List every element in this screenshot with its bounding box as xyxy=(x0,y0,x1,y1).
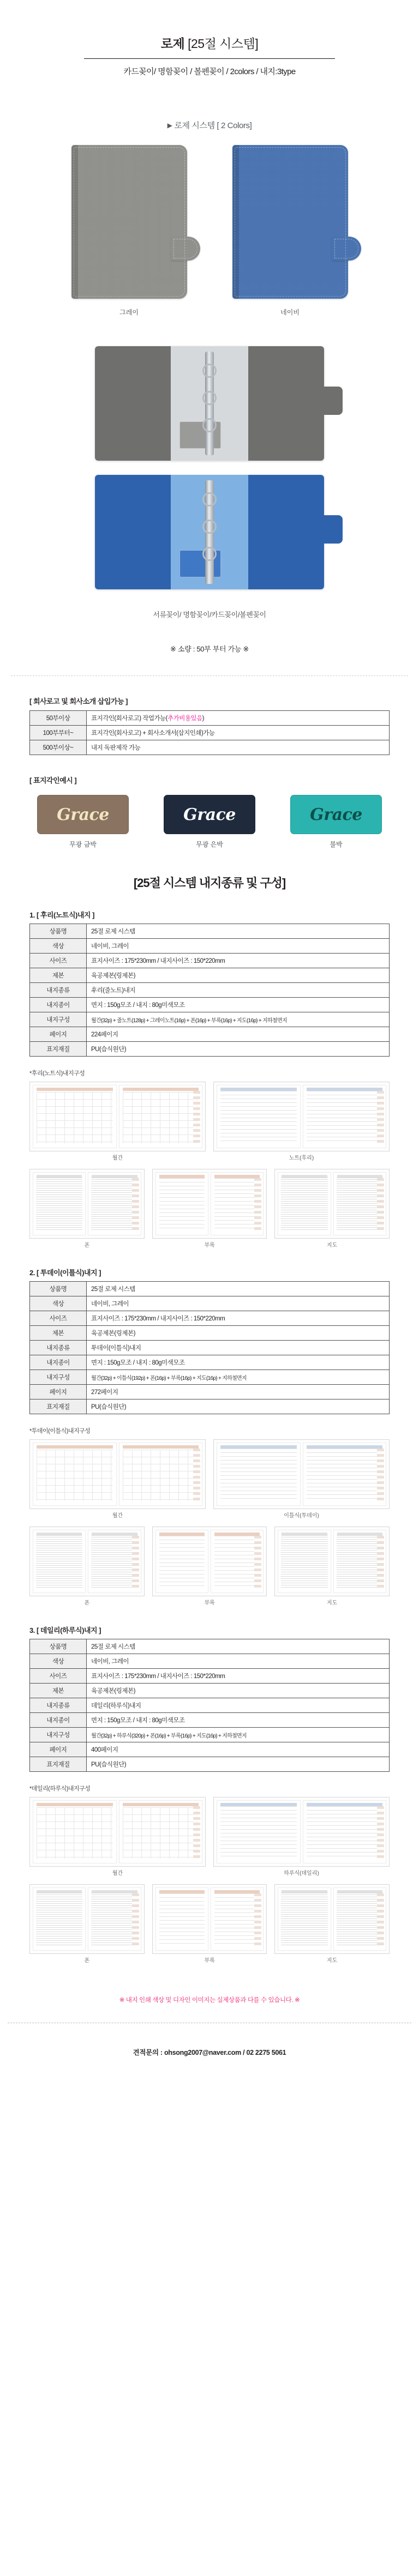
binder-ring xyxy=(202,547,217,561)
spec-label: 내지구성 xyxy=(30,1370,87,1385)
spec-row xyxy=(30,1355,390,1370)
preview-section-caption: *후리(노트식)내지구성 xyxy=(29,1070,85,1077)
preview-page xyxy=(119,1800,203,1863)
stamp-plate: Grace xyxy=(290,795,382,834)
preview-page-tabs xyxy=(377,1536,384,1589)
spec-row xyxy=(30,1698,390,1713)
preview-page-body xyxy=(91,1535,137,1589)
spec-label: 제본 xyxy=(30,1684,87,1698)
preview-row xyxy=(29,1527,390,1606)
cover-item-gray[interactable] xyxy=(62,145,196,317)
preview-page xyxy=(278,1530,331,1593)
preview-page-tabs xyxy=(254,1893,261,1947)
spec-value: 400페이지 xyxy=(87,1742,390,1757)
preview-page-body xyxy=(159,1893,205,1946)
spec-sections xyxy=(0,909,419,1964)
spec-row xyxy=(30,1399,390,1414)
inner-page-preview xyxy=(29,1527,145,1596)
footer-contact: 견적문의 : ohsong2007@naver.com / 02 2275 5061 xyxy=(133,2049,286,2056)
spec-label: 내지종류 xyxy=(30,1698,87,1713)
spec-value: 육공제본(링제본) xyxy=(87,968,390,983)
preview-grid xyxy=(29,1082,390,1248)
spec-value: 표지사이즈 : 175*230mm / 내지사이즈 : 150*220mm xyxy=(87,1311,390,1326)
stamp-label: 무광 은박 xyxy=(196,841,223,848)
spec-row xyxy=(30,998,390,1012)
preview-page-tabs xyxy=(193,1449,200,1502)
spec-label: 내지구성 xyxy=(30,1012,87,1027)
preview-page xyxy=(33,1085,117,1148)
inner-page-preview xyxy=(152,1884,267,1954)
spec-row xyxy=(30,968,390,983)
spec-row xyxy=(30,939,390,954)
spec-row xyxy=(30,1370,390,1385)
logo-option-qty: 100부부터~ xyxy=(30,726,87,740)
spec-section-heading: 3. [ 데일리(하루식)내지 ] xyxy=(29,1626,101,1634)
open-left-panel xyxy=(95,346,171,461)
spec-label: 표지재질 xyxy=(30,1757,87,1772)
spec-value: 25절 로제 시스템 xyxy=(87,924,390,939)
spec-value: 272페이지 xyxy=(87,1385,390,1399)
spec-label: 사이즈 xyxy=(30,1669,87,1684)
preview-row xyxy=(29,1439,390,1519)
spec-label: 표지재질 xyxy=(30,1042,87,1057)
footer-disclaimer: ※ 내지 인쇄 색상 및 디자인 이미지는 실제상품과 다를 수 있습니다. ※ xyxy=(119,1997,300,2004)
minimum-order-note: ※ 소량 : 50부 부터 가능 ※ xyxy=(170,645,249,653)
preview-page-body xyxy=(214,1178,260,1230)
page-title-brand: 로제 xyxy=(160,37,185,51)
preview-label: 월간 xyxy=(112,1155,123,1161)
inner-page-preview xyxy=(29,1884,145,1954)
preview-label: 지도 xyxy=(327,1958,338,1964)
spec-value: 네이비, 그레이 xyxy=(87,1654,390,1669)
spec-section-heading: 2. [ 투데이(이틀식)내지 ] xyxy=(29,1269,101,1277)
binder-ring xyxy=(202,391,217,405)
stamp-examples-heading: [ 표지각인예시 ] xyxy=(29,776,77,785)
preview-page xyxy=(119,1085,203,1148)
cover-label-gray: 그레이 xyxy=(119,309,139,316)
spec-row xyxy=(30,1311,390,1326)
preview-page xyxy=(211,1172,264,1235)
spec-row xyxy=(30,1042,390,1057)
binder-ring xyxy=(202,492,217,506)
preview-page-body xyxy=(337,1177,383,1232)
preview-page-tabs xyxy=(377,1091,384,1144)
cover-label-navy: 네이비 xyxy=(280,309,300,316)
spec-value: PU(습식원단) xyxy=(87,1757,390,1772)
preview-page xyxy=(303,1800,387,1863)
preview-row xyxy=(29,1884,390,1964)
page-header xyxy=(0,0,419,77)
logo-option-row xyxy=(30,740,390,755)
spec-row xyxy=(30,1742,390,1757)
spec-value: 25절 로제 시스템 xyxy=(87,1639,390,1654)
preview-label: 지도 xyxy=(327,1242,338,1248)
inner-page-preview xyxy=(29,1169,145,1239)
preview-row xyxy=(29,1082,390,1161)
preview-page-header xyxy=(37,1445,113,1449)
preview-page-body xyxy=(281,1892,327,1947)
inner-pages-title: [25절 시스템 내지종류 및 구성] xyxy=(133,876,286,890)
preview-page-body xyxy=(307,1091,383,1143)
spec-label: 상품명 xyxy=(30,1282,87,1296)
planner-cover-gray[interactable] xyxy=(71,145,187,299)
spec-value: 면지 : 150g모조 / 내지 : 80g미색모조 xyxy=(87,1355,390,1370)
spec-label: 사이즈 xyxy=(30,954,87,968)
ring-binder xyxy=(205,480,214,584)
stamp-sample xyxy=(163,795,256,849)
open-planner-gallery xyxy=(0,346,419,619)
logo-option-row xyxy=(30,711,390,726)
inner-page-preview xyxy=(152,1169,267,1239)
preview-page-body xyxy=(281,1177,327,1232)
preview-page-body xyxy=(220,1449,297,1501)
spec-row xyxy=(30,1684,390,1698)
preview-page-body xyxy=(159,1178,205,1230)
preview-grid xyxy=(29,1797,390,1964)
logo-section-heading: [ 회사로고 및 회사소개 삽입가능 ] xyxy=(29,697,128,705)
gallery-heading-label: 로제 시스템 [ 2 Colors] xyxy=(174,121,252,130)
preview-section-caption: *투데이(이틀식)내지구성 xyxy=(29,1428,91,1434)
logo-options-table xyxy=(29,710,390,755)
open-planner-caption: 서류꽂이/ 명함꽂이/카드꽂이/볼펜꽂이 xyxy=(153,611,266,619)
page-title-model: [25절 시스템] xyxy=(184,37,259,51)
preview-page-body xyxy=(214,1536,260,1588)
preview-page xyxy=(155,1887,208,1951)
open-left-panel xyxy=(95,475,171,589)
spec-label: 내지종이 xyxy=(30,1355,87,1370)
binder-ring xyxy=(202,364,217,378)
spec-value: 육공제본(링제본) xyxy=(87,1684,390,1698)
preview-page xyxy=(217,1800,301,1863)
preview-page xyxy=(211,1530,264,1593)
spec-row xyxy=(30,1669,390,1684)
preview-page-body xyxy=(307,1806,383,1859)
inner-page-preview xyxy=(274,1169,390,1239)
spec-value: 표지사이즈 : 175*230mm / 내지사이즈 : 150*220mm xyxy=(87,1669,390,1684)
preview-page-tabs xyxy=(377,1449,384,1502)
preview-row xyxy=(29,1797,390,1877)
spec-label: 내지종이 xyxy=(30,1713,87,1728)
stamp-label: 불박 xyxy=(330,841,343,848)
stamp-sample xyxy=(290,795,382,849)
preview-page xyxy=(303,1085,387,1148)
bottom-spacer xyxy=(0,2057,419,2090)
preview-label: 부록 xyxy=(204,1958,215,1964)
spec-label: 페이지 xyxy=(30,1027,87,1042)
stamp-sample-gallery xyxy=(0,795,419,849)
preview-page-header xyxy=(123,1803,199,1806)
spec-label: 페이지 xyxy=(30,1385,87,1399)
preview-page-body xyxy=(36,1892,82,1947)
preview-label: 부록 xyxy=(204,1600,215,1606)
spec-row xyxy=(30,1326,390,1341)
spec-value: 월간(32p) + 줄노트(128p) + 그레이노트(16p) + 폰(16p) + 부록(16p) + 지도(16p) + 지하철면지 xyxy=(87,1012,390,1027)
preview-row xyxy=(29,1169,390,1248)
preview-label: 폰 xyxy=(84,1242,90,1248)
stamp-sample xyxy=(37,795,129,849)
preview-page-body xyxy=(307,1449,383,1501)
preview-page-body xyxy=(37,1092,113,1143)
inner-page-preview xyxy=(29,1082,206,1151)
spec-value: 네이비, 그레이 xyxy=(87,1296,390,1311)
stamp-plate: Grace xyxy=(164,795,255,834)
stamp-plate: Grace xyxy=(37,795,129,834)
preview-label: 월간 xyxy=(112,1513,123,1519)
preview-page xyxy=(33,1800,117,1863)
preview-page-body xyxy=(91,1892,137,1947)
spec-row xyxy=(30,1341,390,1355)
spec-table xyxy=(29,1281,390,1414)
inner-page-preview xyxy=(213,1797,390,1867)
spec-label: 제본 xyxy=(30,968,87,983)
preview-page-body xyxy=(91,1177,137,1232)
ring-binder xyxy=(205,352,214,455)
planner-cover-navy[interactable] xyxy=(232,145,348,299)
extra-cost-note: 추가비용있음 xyxy=(167,715,202,722)
spec-value: PU(습식원단) xyxy=(87,1399,390,1414)
logo-option-row xyxy=(30,726,390,740)
spec-row xyxy=(30,954,390,968)
spec-value: 월간(32p) + 이틀식(192p) + 폰(16p) + 부록(16p) + 지도(16p) + 지하철면지 xyxy=(87,1370,390,1385)
preview-page xyxy=(278,1172,331,1235)
preview-page xyxy=(217,1085,301,1148)
inner-page-preview xyxy=(29,1439,206,1509)
preview-page xyxy=(88,1172,141,1235)
spec-table xyxy=(29,924,390,1057)
preview-page-header xyxy=(37,1803,113,1806)
preview-page-tabs xyxy=(377,1178,384,1232)
preview-page-body xyxy=(123,1092,199,1143)
logo-option-qty: 500부이상~ xyxy=(30,740,87,755)
spec-value: 월간(32p) + 하루식(320p) + 폰(16p) + 부록(16p) + 지도(16p) + 지하철면지 xyxy=(87,1728,390,1742)
spec-label: 색상 xyxy=(30,939,87,954)
spec-row xyxy=(30,1639,390,1654)
logo-option-desc: 내지 독판제작 가능 xyxy=(87,740,390,755)
logo-option-desc: 표지각인(회사로고) 작업가능(추가비용있음) xyxy=(87,711,390,726)
cover-spine xyxy=(232,145,239,299)
spec-row xyxy=(30,1012,390,1027)
open-strap-flap xyxy=(319,515,343,544)
preview-page-header xyxy=(123,1088,199,1091)
spec-row xyxy=(30,1282,390,1296)
preview-page-tabs xyxy=(254,1536,261,1589)
binder-ring xyxy=(202,418,217,432)
spec-value: PU(습식원단) xyxy=(87,1042,390,1057)
gallery-heading xyxy=(0,119,419,131)
preview-page-body xyxy=(36,1535,82,1589)
preview-page-tabs xyxy=(193,1806,200,1860)
preview-label: 월간 xyxy=(112,1871,123,1877)
preview-page-header xyxy=(37,1088,113,1091)
preview-page xyxy=(33,1530,86,1593)
preview-page-body xyxy=(36,1177,82,1232)
spec-value: 육공제본(링제본) xyxy=(87,1326,390,1341)
spec-value: 면지 : 150g모조 / 내지 : 80g미색모조 xyxy=(87,1713,390,1728)
preview-label: 지도 xyxy=(327,1600,338,1606)
preview-page xyxy=(33,1443,117,1506)
open-middle-panel xyxy=(171,475,249,589)
spec-row xyxy=(30,1296,390,1311)
open-middle-panel xyxy=(171,346,249,461)
preview-page xyxy=(278,1887,331,1951)
preview-page xyxy=(303,1443,387,1506)
preview-page-body xyxy=(337,1892,383,1947)
spec-row xyxy=(30,1654,390,1669)
preview-label: 하루식(데일리) xyxy=(284,1871,319,1877)
preview-page-header xyxy=(123,1445,199,1449)
spec-row xyxy=(30,1728,390,1742)
spec-value: 데일리(하루식)내지 xyxy=(87,1698,390,1713)
preview-page-tabs xyxy=(254,1178,261,1232)
preview-page xyxy=(333,1172,386,1235)
spec-value: 표지사이즈 : 175*230mm / 내지사이즈 : 150*220mm xyxy=(87,954,390,968)
spec-label: 사이즈 xyxy=(30,1311,87,1326)
inner-page-preview xyxy=(274,1527,390,1596)
cover-strap xyxy=(332,237,361,261)
preview-page-body xyxy=(214,1893,260,1946)
spec-value: 224페이지 xyxy=(87,1027,390,1042)
preview-page-tabs xyxy=(377,1806,384,1860)
preview-page xyxy=(155,1172,208,1235)
preview-page-tabs xyxy=(132,1893,139,1947)
logo-option-desc: 표지각인(회사로고) + 회사소개서(삽지인쇄)가능 xyxy=(87,726,390,740)
preview-page-body xyxy=(37,1807,113,1859)
preview-page xyxy=(155,1530,208,1593)
inner-page-preview xyxy=(29,1797,206,1867)
preview-label: 이틀식(투데이) xyxy=(284,1513,319,1519)
preview-page-tabs xyxy=(132,1536,139,1589)
spec-table xyxy=(29,1639,390,1772)
spec-label: 표지재질 xyxy=(30,1399,87,1414)
preview-page xyxy=(33,1172,86,1235)
preview-page-body xyxy=(37,1450,113,1501)
spec-label: 페이지 xyxy=(30,1742,87,1757)
inner-page-preview xyxy=(213,1082,390,1151)
preview-page xyxy=(217,1443,301,1506)
spec-row xyxy=(30,1713,390,1728)
spec-label: 상품명 xyxy=(30,1639,87,1654)
inner-page-preview xyxy=(274,1884,390,1954)
spec-label: 내지종이 xyxy=(30,998,87,1012)
spec-section-heading: 1. [ 후리(노트식)내지 ] xyxy=(29,911,94,919)
spec-row xyxy=(30,1027,390,1042)
preview-section-caption: *데일리(하루식)내지구성 xyxy=(29,1785,91,1792)
preview-page-tabs xyxy=(132,1178,139,1232)
title-divider xyxy=(84,58,335,59)
section-divider xyxy=(11,675,408,676)
page-subtitle: 카드꽂이/ 명함꽂이 / 볼펜꽂이 / 2colors / 내지:3type xyxy=(123,67,296,76)
preview-label: 폰 xyxy=(84,1958,90,1964)
triangle-icon: ▶ xyxy=(167,122,172,129)
preview-page-tabs xyxy=(377,1893,384,1947)
spec-label: 내지종류 xyxy=(30,983,87,998)
spec-value: 면지 : 150g모조 / 내지 : 80g미색모조 xyxy=(87,998,390,1012)
spec-label: 색상 xyxy=(30,1654,87,1669)
preview-page xyxy=(88,1887,141,1951)
spec-row xyxy=(30,983,390,998)
preview-label: 부록 xyxy=(204,1242,215,1248)
preview-page-body xyxy=(337,1535,383,1589)
spec-row xyxy=(30,924,390,939)
open-planner-navy xyxy=(95,475,324,589)
preview-label: 노트(후리) xyxy=(289,1155,314,1161)
open-planner-gray xyxy=(95,346,324,461)
page-title xyxy=(0,34,419,52)
preview-page-tabs xyxy=(193,1091,200,1144)
stamp-label: 무광 금박 xyxy=(69,841,97,848)
spec-label: 내지종류 xyxy=(30,1341,87,1355)
preview-page-body xyxy=(220,1091,297,1143)
spec-label: 상품명 xyxy=(30,924,87,939)
open-right-panel xyxy=(248,346,324,461)
preview-page xyxy=(119,1443,203,1506)
preview-page-body xyxy=(123,1450,199,1501)
logo-option-qty: 50부이상 xyxy=(30,711,87,726)
inner-page-preview xyxy=(152,1527,267,1596)
spec-value: 네이비, 그레이 xyxy=(87,939,390,954)
preview-page-body xyxy=(159,1536,205,1588)
cover-gallery xyxy=(0,145,419,317)
preview-page xyxy=(333,1530,386,1593)
spec-label: 제본 xyxy=(30,1326,87,1341)
open-strap-flap xyxy=(319,387,343,415)
spec-row xyxy=(30,1385,390,1399)
cover-strap xyxy=(171,237,200,261)
spec-value: 25절 로제 시스템 xyxy=(87,1282,390,1296)
preview-page xyxy=(333,1887,386,1951)
preview-label: 폰 xyxy=(84,1600,90,1606)
preview-page xyxy=(211,1887,264,1951)
spec-label: 색상 xyxy=(30,1296,87,1311)
preview-page-body xyxy=(220,1806,297,1859)
preview-grid xyxy=(29,1439,390,1606)
preview-page xyxy=(88,1530,141,1593)
inner-page-preview xyxy=(213,1439,390,1509)
preview-page xyxy=(33,1887,86,1951)
preview-page-body xyxy=(281,1535,327,1589)
open-right-panel xyxy=(248,475,324,589)
spec-row xyxy=(30,1757,390,1772)
spec-value: 투데이(이틀식)내지 xyxy=(87,1341,390,1355)
binder-ring xyxy=(202,520,217,534)
cover-spine xyxy=(71,145,78,299)
spec-value: 후리(줄노트)내지 xyxy=(87,983,390,998)
spec-label: 내지구성 xyxy=(30,1728,87,1742)
cover-item-navy[interactable] xyxy=(223,145,357,317)
preview-page-body xyxy=(123,1807,199,1859)
